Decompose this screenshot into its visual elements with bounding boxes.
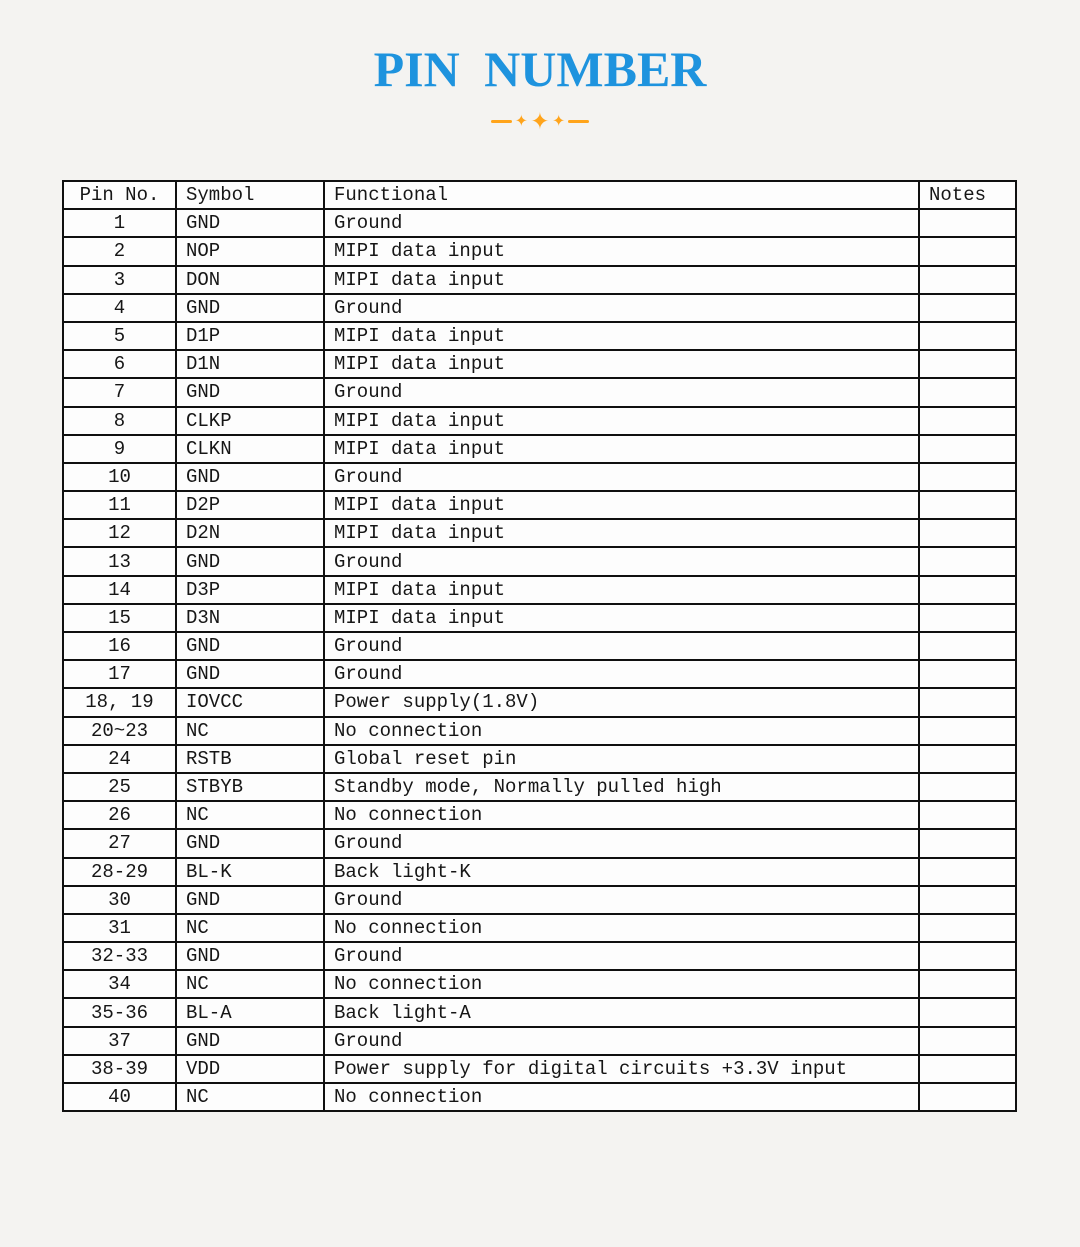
table-row (63, 745, 1016, 773)
table-body (63, 209, 1016, 1111)
table-row (63, 688, 1016, 716)
cell-notes (919, 294, 1016, 322)
cell-functional: Standby mode, Normally pulled high (324, 773, 919, 801)
table-row (63, 519, 1016, 547)
cell-notes (919, 266, 1016, 294)
cell-pin-no: 24 (63, 745, 176, 773)
divider-dash (491, 120, 512, 123)
cell-notes (919, 660, 1016, 688)
cell-symbol: GND (176, 632, 324, 660)
cell-notes (919, 829, 1016, 857)
cell-pin-no: 37 (63, 1027, 176, 1055)
cell-pin-no: 15 (63, 604, 176, 632)
table-row (63, 350, 1016, 378)
cell-functional: Ground (324, 294, 919, 322)
cell-pin-no: 35-36 (63, 998, 176, 1026)
page-title: PIN NUMBER (373, 41, 707, 97)
cell-symbol: GND (176, 547, 324, 575)
cell-functional: No connection (324, 801, 919, 829)
table-header-row (63, 181, 1016, 209)
cell-functional: Ground (324, 547, 919, 575)
cell-notes (919, 576, 1016, 604)
cell-symbol: DON (176, 266, 324, 294)
cell-functional: Ground (324, 378, 919, 406)
cell-symbol: RSTB (176, 745, 324, 773)
table-row (63, 829, 1016, 857)
table-row (63, 576, 1016, 604)
cell-symbol: BL-A (176, 998, 324, 1026)
cell-pin-no: 7 (63, 378, 176, 406)
cell-notes (919, 435, 1016, 463)
cell-symbol: GND (176, 209, 324, 237)
cell-symbol: GND (176, 463, 324, 491)
cell-functional: Back light-A (324, 998, 919, 1026)
cell-notes (919, 237, 1016, 265)
pin-number-table (62, 180, 1017, 1112)
cell-symbol: GND (176, 829, 324, 857)
cell-functional: Ground (324, 632, 919, 660)
cell-notes (919, 547, 1016, 575)
cell-notes (919, 773, 1016, 801)
table-row (63, 970, 1016, 998)
cell-pin-no: 20~23 (63, 717, 176, 745)
cell-symbol: NC (176, 1083, 324, 1111)
table-header (63, 181, 1016, 209)
cell-pin-no: 16 (63, 632, 176, 660)
table-row (63, 237, 1016, 265)
cell-functional: MIPI data input (324, 237, 919, 265)
cell-notes (919, 378, 1016, 406)
cell-functional: Ground (324, 886, 919, 914)
cell-functional: MIPI data input (324, 435, 919, 463)
table-row (63, 773, 1016, 801)
cell-pin-no: 2 (63, 237, 176, 265)
cell-functional: MIPI data input (324, 407, 919, 435)
table-row (63, 998, 1016, 1026)
title-divider (0, 103, 1080, 139)
table-row (63, 660, 1016, 688)
cell-notes (919, 407, 1016, 435)
table-row (63, 1027, 1016, 1055)
cell-symbol: GND (176, 1027, 324, 1055)
cell-notes (919, 970, 1016, 998)
cell-symbol: NC (176, 717, 324, 745)
cell-notes (919, 914, 1016, 942)
cell-pin-no: 4 (63, 294, 176, 322)
cell-pin-no: 1 (63, 209, 176, 237)
cell-symbol: D2N (176, 519, 324, 547)
cell-symbol: D1P (176, 322, 324, 350)
cell-notes (919, 519, 1016, 547)
cell-symbol: D2P (176, 491, 324, 519)
cell-pin-no: 5 (63, 322, 176, 350)
cell-symbol: D1N (176, 350, 324, 378)
table-row (63, 886, 1016, 914)
cell-notes (919, 688, 1016, 716)
cell-notes (919, 801, 1016, 829)
cell-notes (919, 322, 1016, 350)
cell-notes (919, 350, 1016, 378)
table-row (63, 604, 1016, 632)
table-row (63, 294, 1016, 322)
table-row (63, 407, 1016, 435)
cell-symbol: NC (176, 970, 324, 998)
cell-pin-no: 6 (63, 350, 176, 378)
cell-functional: No connection (324, 1083, 919, 1111)
cell-functional: Power supply for digital circuits +3.3V input (324, 1055, 919, 1083)
table-row (63, 378, 1016, 406)
cell-functional: Ground (324, 209, 919, 237)
cell-pin-no: 40 (63, 1083, 176, 1111)
cell-functional: Ground (324, 1027, 919, 1055)
cell-symbol: NC (176, 801, 324, 829)
cell-pin-no: 31 (63, 914, 176, 942)
cell-pin-no: 17 (63, 660, 176, 688)
cell-functional: Ground (324, 463, 919, 491)
cell-functional: Ground (324, 942, 919, 970)
column-header-pin-no: Pin No. (63, 181, 176, 209)
cell-symbol: IOVCC (176, 688, 324, 716)
cell-notes (919, 942, 1016, 970)
cell-symbol: GND (176, 294, 324, 322)
cell-notes (919, 1055, 1016, 1083)
table-row (63, 491, 1016, 519)
table-row (63, 463, 1016, 491)
cell-pin-no: 11 (63, 491, 176, 519)
cell-pin-no: 26 (63, 801, 176, 829)
cell-functional: Ground (324, 829, 919, 857)
column-header-notes: Notes (919, 181, 1016, 209)
cell-functional: Ground (324, 660, 919, 688)
cell-functional: Power supply(1.8V) (324, 688, 919, 716)
cell-functional: MIPI data input (324, 322, 919, 350)
cell-functional: MIPI data input (324, 266, 919, 294)
cell-symbol: D3N (176, 604, 324, 632)
cell-notes (919, 632, 1016, 660)
cell-pin-no: 27 (63, 829, 176, 857)
cell-symbol: GND (176, 942, 324, 970)
cell-symbol: BL-K (176, 858, 324, 886)
table-row (63, 942, 1016, 970)
cell-pin-no: 30 (63, 886, 176, 914)
cell-pin-no: 25 (63, 773, 176, 801)
table-row (63, 858, 1016, 886)
cell-functional: No connection (324, 717, 919, 745)
cell-functional: MIPI data input (324, 604, 919, 632)
cell-notes (919, 1083, 1016, 1111)
table-row (63, 266, 1016, 294)
cell-symbol: NOP (176, 237, 324, 265)
cell-notes (919, 604, 1016, 632)
table-row (63, 914, 1016, 942)
cell-pin-no: 34 (63, 970, 176, 998)
divider-dash (568, 120, 589, 123)
cell-pin-no: 32-33 (63, 942, 176, 970)
divider-star-icon: ✦ (515, 109, 528, 133)
divider-star-icon: ✦ (552, 109, 565, 133)
cell-symbol: NC (176, 914, 324, 942)
cell-pin-no: 12 (63, 519, 176, 547)
cell-functional: MIPI data input (324, 491, 919, 519)
cell-functional: MIPI data input (324, 519, 919, 547)
cell-notes (919, 463, 1016, 491)
cell-functional: MIPI data input (324, 576, 919, 604)
cell-notes (919, 717, 1016, 745)
cell-symbol: STBYB (176, 773, 324, 801)
table-row (63, 801, 1016, 829)
table-row (63, 435, 1016, 463)
cell-notes (919, 998, 1016, 1026)
cell-pin-no: 8 (63, 407, 176, 435)
cell-functional: Global reset pin (324, 745, 919, 773)
cell-symbol: GND (176, 378, 324, 406)
cell-notes (919, 209, 1016, 237)
cell-functional: No connection (324, 914, 919, 942)
cell-pin-no: 38-39 (63, 1055, 176, 1083)
cell-symbol: D3P (176, 576, 324, 604)
cell-symbol: VDD (176, 1055, 324, 1083)
table-row (63, 1083, 1016, 1111)
table-row (63, 1055, 1016, 1083)
cell-pin-no: 10 (63, 463, 176, 491)
cell-symbol: GND (176, 886, 324, 914)
table-row (63, 209, 1016, 237)
cell-pin-no: 18, 19 (63, 688, 176, 716)
cell-notes (919, 858, 1016, 886)
cell-functional: No connection (324, 970, 919, 998)
cell-pin-no: 9 (63, 435, 176, 463)
cell-functional: Back light-K (324, 858, 919, 886)
table-row (63, 632, 1016, 660)
cell-pin-no: 3 (63, 266, 176, 294)
cell-notes (919, 491, 1016, 519)
cell-pin-no: 13 (63, 547, 176, 575)
cell-pin-no: 14 (63, 576, 176, 604)
cell-symbol: CLKN (176, 435, 324, 463)
column-header-functional: Functional (324, 181, 919, 209)
column-header-symbol: Symbol (176, 181, 324, 209)
cell-pin-no: 28-29 (63, 858, 176, 886)
table-row (63, 322, 1016, 350)
cell-symbol: CLKP (176, 407, 324, 435)
table-row (63, 547, 1016, 575)
table-row (63, 717, 1016, 745)
divider-star-icon: ✦ (530, 103, 550, 139)
cell-symbol: GND (176, 660, 324, 688)
cell-notes (919, 745, 1016, 773)
cell-notes (919, 886, 1016, 914)
cell-notes (919, 1027, 1016, 1055)
cell-functional: MIPI data input (324, 350, 919, 378)
